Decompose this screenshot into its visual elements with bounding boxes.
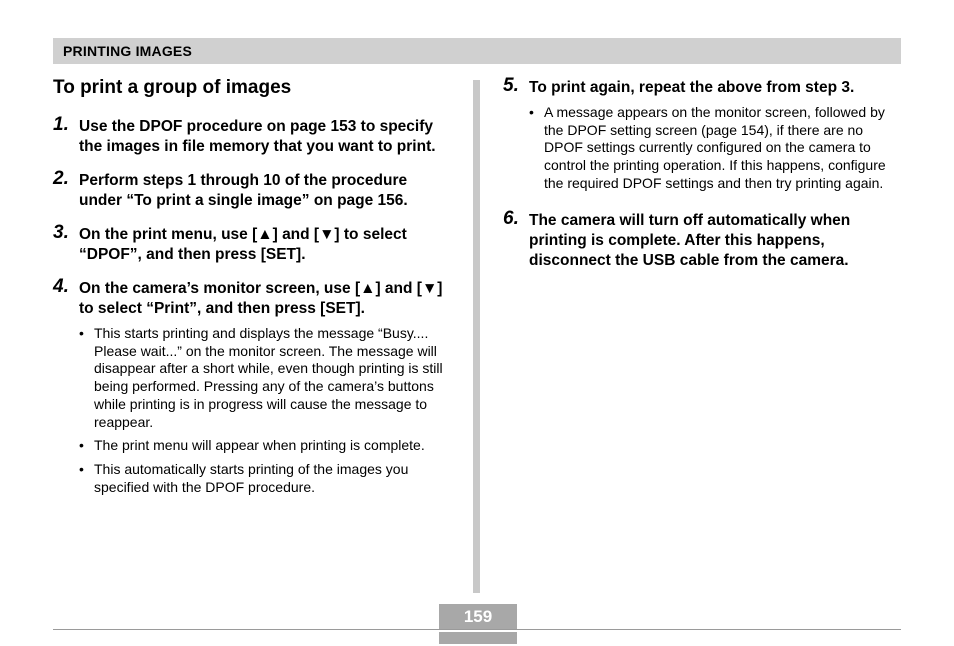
bullet-text: A message appears on the monitor screen, followed by the DPOF setting screen (page 154), if there are no DPOF settings currently configured on the camera to control the printing operation. If this happens, configure the required DPOF settings and then try printing again.: [544, 104, 886, 191]
column-divider: [473, 80, 480, 593]
bullet-list: [529, 104, 903, 193]
bullet-list: [79, 325, 453, 496]
step-5: [503, 75, 903, 193]
section-title: To print a group of images: [53, 77, 292, 98]
page-number: 159: [463, 607, 493, 626]
step-number: 5.: [503, 75, 519, 96]
step-text: The camera will turn off automatically when printing is complete. After this happens, disconnect the USB cable from the camera.: [529, 211, 851, 269]
bullet-icon: •: [529, 104, 534, 120]
section-header-title: PRINTING IMAGES: [63, 43, 193, 59]
bullet-icon: •: [79, 460, 84, 477]
step-4: [53, 276, 453, 496]
bullet-item: [79, 461, 453, 496]
page-number-box: [439, 604, 517, 644]
bullet-text: The print menu will appear when printing is complete.: [94, 437, 425, 454]
step-number: 2.: [53, 168, 69, 189]
step-3: [53, 222, 453, 265]
section-header-bar: [53, 38, 901, 64]
step-text: On the camera’s monitor screen, use [▲] and [▼] to select “Print”, and then press [SET].: [79, 280, 443, 317]
bullet-text: This starts printing and displays the message “Busy.... Please wait...” on the monitor screen. The message will disappear after a short while, even though printing is still being performed. Pressing any of the camera’s buttons while printing is in progress will cause the message to reappear.: [94, 325, 443, 430]
step-2: [53, 168, 453, 211]
bullet-item: [529, 104, 903, 193]
step-number: 6.: [503, 207, 519, 229]
step-text: To print again, repeat the above from step 3.: [529, 79, 855, 96]
right-column: [503, 76, 903, 285]
step-number: 1.: [53, 114, 69, 135]
bullet-icon: •: [79, 325, 84, 341]
step-1: [53, 114, 453, 157]
bullet-icon: •: [79, 437, 84, 454]
bullet-text: This automatically starts printing of the images you specified with the DPOF procedure.: [94, 460, 409, 495]
left-column: [53, 76, 453, 510]
step-6: [503, 207, 903, 271]
step-text: Use the DPOF procedure on page 153 to specify the images in file memory that you want to print.: [79, 118, 436, 155]
bullet-item: [79, 437, 453, 455]
step-text: On the print menu, use [▲] and [▼] to select “DPOF”, and then press [SET].: [79, 226, 407, 263]
step-text: Perform steps 1 through 10 of the procedure under “To print a single image” on page 156.: [79, 172, 408, 209]
step-number: 3.: [53, 222, 69, 243]
step-number: 4.: [53, 276, 69, 297]
bullet-item: [79, 325, 453, 431]
